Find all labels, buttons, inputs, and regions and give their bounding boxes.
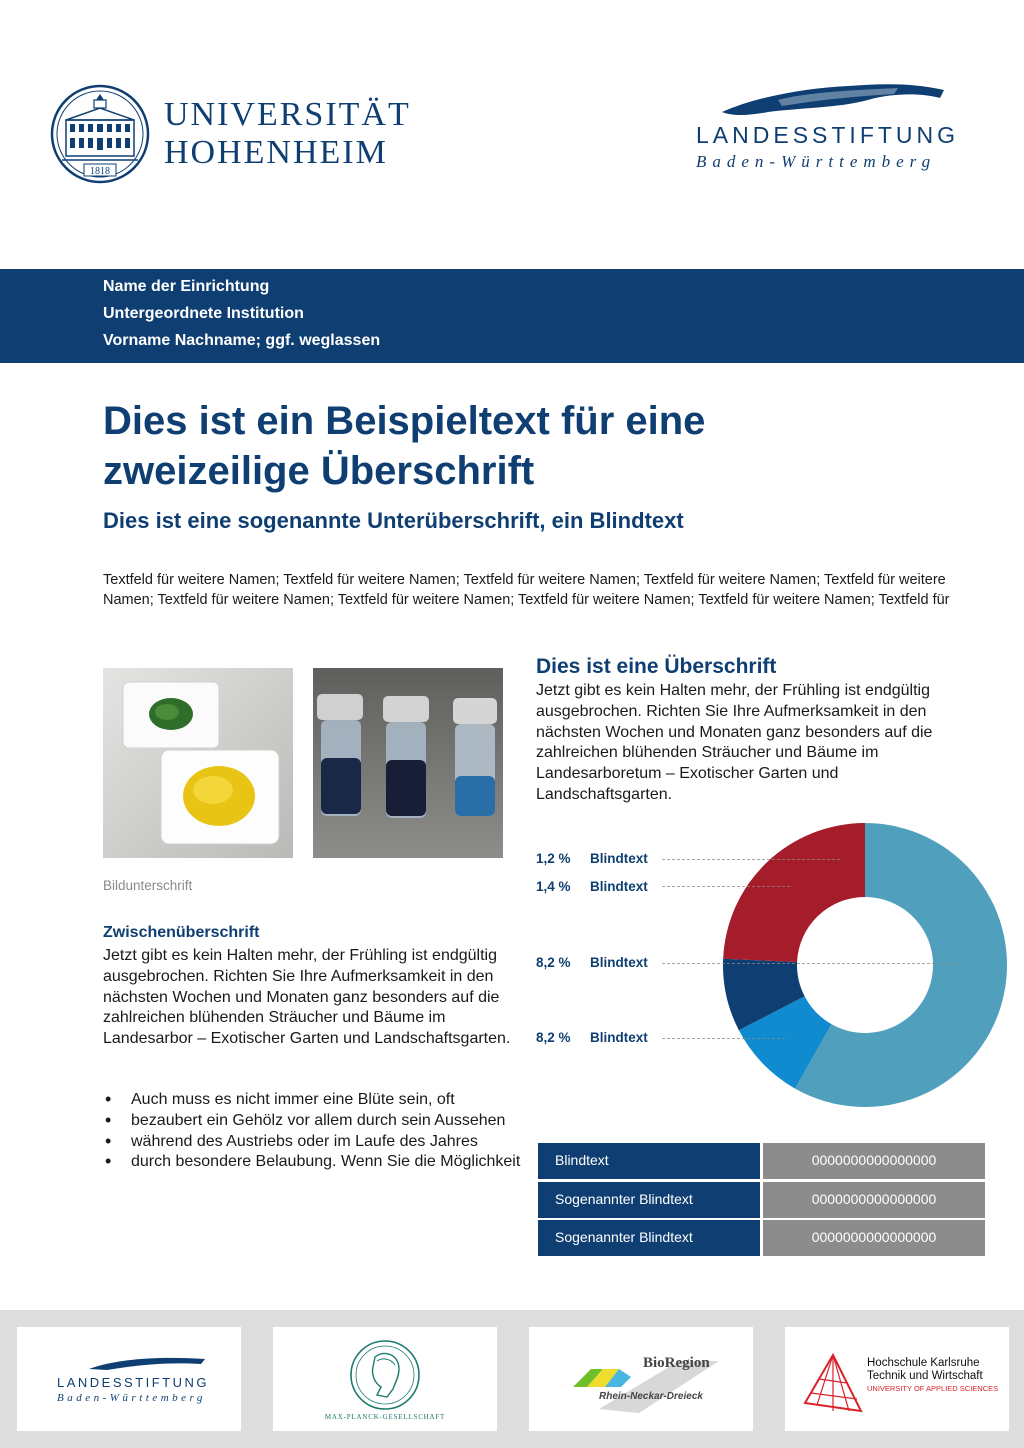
- institution-name: Name der Einrichtung: [103, 278, 270, 295]
- image-caption: Bildunterschrift: [103, 878, 193, 893]
- university-name-line1: UNIVERSITÄT: [164, 96, 411, 133]
- table-row: [538, 1182, 986, 1221]
- footer-logo1-sub: Baden-Württemberg: [57, 1392, 206, 1404]
- legend-label: Blindtext: [590, 1030, 648, 1045]
- right-heading: Dies ist eine Überschrift: [536, 655, 777, 678]
- table-row: [538, 1143, 986, 1182]
- table-cell-label: Sogenannter Blindtext: [538, 1220, 760, 1256]
- donut-chart: [660, 815, 1020, 1115]
- minerva-icon: [347, 1337, 423, 1413]
- sub-institution: Untergeordnete Institution: [103, 305, 304, 322]
- university-name-line2: HOHENHEIM: [164, 134, 388, 171]
- page-title-line1: Dies ist ein Beispieltext für eine: [103, 399, 706, 443]
- legend-value: 1,2 %: [536, 851, 571, 866]
- footer-logo4-line1: Hochschule Karlsruhe: [867, 1357, 980, 1369]
- left-body-text: Jetzt gibt es kein Halten mehr, der Frühling ist endgültig ausgebrochen. Richten Sie Ihre Aufmerksamkeit in den nächsten Wochen und Monaten ganz besonders auf die zahlreichen blühenden Sträucher und Bäume im Landesarbor – Exotischer Garten und Landschaftsgarten.: [103, 947, 511, 1048]
- right-body-text: Jetzt gibt es kein Halten mehr, der Frühling ist endgültig ausgebrochen. Richten Sie Ihre Aufmerksamkeit in den nächsten Wochen und Monaten ganz besonders auf die zahlreichen blühenden Sträucher und Bäume im Landesarboretum – Exotischer Garten und Landschaftsgarten.: [536, 682, 933, 803]
- list-item: • Auch muss es nicht immer eine Blüte sein, oft: [103, 1090, 523, 1111]
- footer-logo-bioregion: [529, 1327, 753, 1431]
- table-cell-label: Sogenannter Blindtext: [538, 1182, 760, 1218]
- legend-label: Blindtext: [590, 955, 648, 970]
- page-subtitle: Dies ist eine sogenannte Unterüberschrift, ein Blindtext: [103, 508, 684, 533]
- table-cell-value: 0000000000000000: [763, 1143, 985, 1179]
- legend-value: 1,4 %: [536, 879, 571, 894]
- footer-logo3-sub: Rhein-Neckar-Dreieck: [599, 1391, 703, 1402]
- photo-powders: [103, 668, 293, 858]
- university-name: [164, 96, 411, 172]
- footer-logo3-name: BioRegion: [643, 1355, 710, 1371]
- donut-slice: [723, 823, 865, 962]
- footer-logo2-name: MAX-PLANCK-GESELLSCHAFT: [324, 1413, 446, 1421]
- page-title: [103, 396, 963, 496]
- institution-band: [0, 269, 1024, 363]
- list-item: • während des Austriebs oder im Laufe des Jahres: [103, 1132, 523, 1153]
- legend-value: 8,2 %: [536, 1030, 571, 1045]
- footer-logo4-line2: Technik und Wirtschaft: [867, 1370, 983, 1382]
- brush-stroke-icon: [87, 1353, 207, 1373]
- author-name: Vorname Nachname; ggf. weglassen: [103, 332, 381, 349]
- university-hohenheim-logo: [50, 84, 450, 188]
- table-cell-value: 0000000000000000: [763, 1220, 985, 1256]
- brush-stroke-icon: [718, 78, 948, 120]
- footer-logo1-name: LANDESSTIFTUNG: [57, 1375, 210, 1390]
- bullet-list: [103, 1090, 523, 1173]
- footer-logo-landesstiftung: [17, 1327, 241, 1431]
- names-textfield: Textfeld für weitere Namen; Textfeld für weitere Namen; Textfeld für weitere Namen; Textfeld für weitere Namen; Textfeld für weitere Namen; Textfeld für weitere Namen; Textfeld für weitere Namen; Textfeld für weitere Namen; Textfeld für weitere Namen; Textfeld für: [103, 572, 950, 608]
- legend-value: 8,2 %: [536, 955, 571, 970]
- intermediate-heading: Zwischenüberschrift: [103, 924, 260, 941]
- landesstiftung-subtitle: Baden-Württemberg: [696, 152, 937, 171]
- table-row: [538, 1220, 986, 1259]
- footer-logo-bar: [0, 1310, 1024, 1448]
- legend-label: Blindtext: [590, 851, 648, 866]
- table-cell-label: Blindtext: [538, 1143, 760, 1179]
- landesstiftung-name: LANDESSTIFTUNG: [696, 122, 960, 148]
- hs-karlsruhe-icon: [803, 1353, 863, 1415]
- footer-logo-max-planck: [273, 1327, 497, 1431]
- list-item: • bezaubert ein Gehölz vor allem durch sein Aussehen: [103, 1111, 523, 1132]
- university-seal-icon: [50, 84, 150, 184]
- footer-logo-hs-karlsruhe: [785, 1327, 1009, 1431]
- data-table: [538, 1143, 986, 1259]
- seal-year: 1818: [90, 166, 110, 177]
- footer-logo4-line3: UNIVERSITY OF APPLIED SCIENCES: [867, 1384, 999, 1393]
- photo-vials: [313, 668, 503, 858]
- legend-label: Blindtext: [590, 879, 648, 894]
- landesstiftung-logo: [694, 78, 974, 178]
- page-title-line2: zweizeilige Überschrift: [103, 449, 535, 493]
- table-cell-value: 0000000000000000: [763, 1182, 985, 1218]
- list-item: • durch besondere Belaubung. Wenn Sie die Möglichkeit: [103, 1152, 523, 1173]
